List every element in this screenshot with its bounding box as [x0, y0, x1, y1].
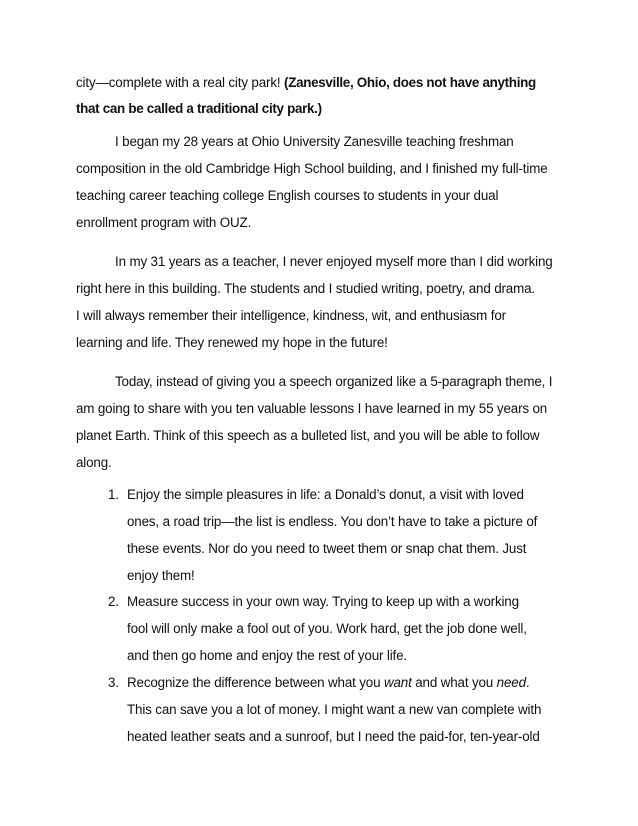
list-item-line	[127, 620, 527, 638]
list-item-line	[127, 486, 524, 504]
list-number: 2.	[108, 594, 119, 609]
list-item-line	[127, 593, 519, 611]
text-span: composition in the old Cambridge High School building, and I finished my full-time	[76, 161, 548, 176]
text-span: enrollment program with OUZ.	[76, 215, 252, 230]
list-item-line	[127, 540, 526, 558]
text-span: and then go home and enjoy the rest of your life.	[127, 648, 407, 663]
text-span: learning and life. They renewed my hope in the future!	[76, 335, 388, 350]
text-span: teaching career teaching college English courses to students in your dual	[76, 188, 499, 203]
italic-text: want	[383, 675, 412, 690]
bold-text: (Zanesville, Ohio, does not have anything	[284, 75, 536, 90]
text-span: I began my 28 years at Ohio University Zanesville teaching freshman	[115, 134, 514, 149]
text-line	[76, 427, 539, 445]
list-number: 3.	[108, 675, 119, 690]
text-line	[76, 334, 388, 352]
text-line	[76, 307, 506, 325]
text-line	[76, 454, 112, 472]
text-span: enjoy them!	[127, 568, 195, 583]
list-item-line	[127, 513, 537, 531]
text-span: these events. Nor do you need to tweet them or snap chat them. Just	[127, 541, 527, 556]
text-span: .	[525, 675, 530, 690]
text-span: In my 31 years as a teacher, I never enjoyed myself more than I did working	[115, 254, 553, 269]
text-line	[76, 100, 322, 118]
text-span: heated leather seats and a sunroof, but I need the paid-for, ten-year-old	[127, 729, 540, 744]
text-span: ones, a road trip—the list is endless. You don’t have to take a picture of	[127, 514, 538, 529]
text-line	[76, 74, 536, 92]
text-span: along.	[76, 455, 112, 470]
text-span: Today, instead of giving you a speech organized like a 5-paragraph theme, I	[115, 374, 553, 389]
text-line	[76, 214, 251, 232]
text-line	[76, 160, 548, 178]
text-span: Measure success in your own way. Trying to keep up with a working	[127, 594, 519, 609]
text-span: and what you	[411, 675, 497, 690]
text-line	[76, 400, 547, 418]
list-item-line	[127, 647, 407, 665]
text-line	[115, 253, 553, 271]
text-line	[115, 133, 514, 151]
text-span: fool will only make a fool out of you. Work hard, get the job done well,	[127, 621, 527, 636]
italic-text: need	[496, 675, 526, 690]
text-line	[115, 373, 552, 391]
text-span: right here in this building. The students and I studied writing, poetry, and drama.	[76, 281, 535, 296]
bold-text: that can be called a traditional city park.)	[76, 101, 322, 116]
list-item-line	[127, 728, 540, 746]
text-line	[76, 280, 535, 298]
text-span: Recognize the difference between what you	[127, 675, 384, 690]
text-span: I will always remember their intelligence, kindness, wit, and enthusiasm for	[76, 308, 506, 323]
text-span: city—complete with a real city park!	[76, 75, 285, 90]
text-line	[76, 187, 498, 205]
text-span: This can save you a lot of money. I might want a new van complete with	[127, 702, 542, 717]
list-item-line	[127, 701, 541, 719]
list-item-line	[127, 567, 195, 585]
text-span: am going to share with you ten valuable lessons I have learned in my 55 years on	[76, 401, 548, 416]
text-span: planet Earth. Think of this speech as a bulleted list, and you will be able to follow	[76, 428, 540, 443]
list-item-line	[127, 674, 529, 692]
list-number: 1.	[108, 487, 119, 502]
text-span: Enjoy the simple pleasures in life: a Donald’s donut, a visit with loved	[127, 487, 524, 502]
